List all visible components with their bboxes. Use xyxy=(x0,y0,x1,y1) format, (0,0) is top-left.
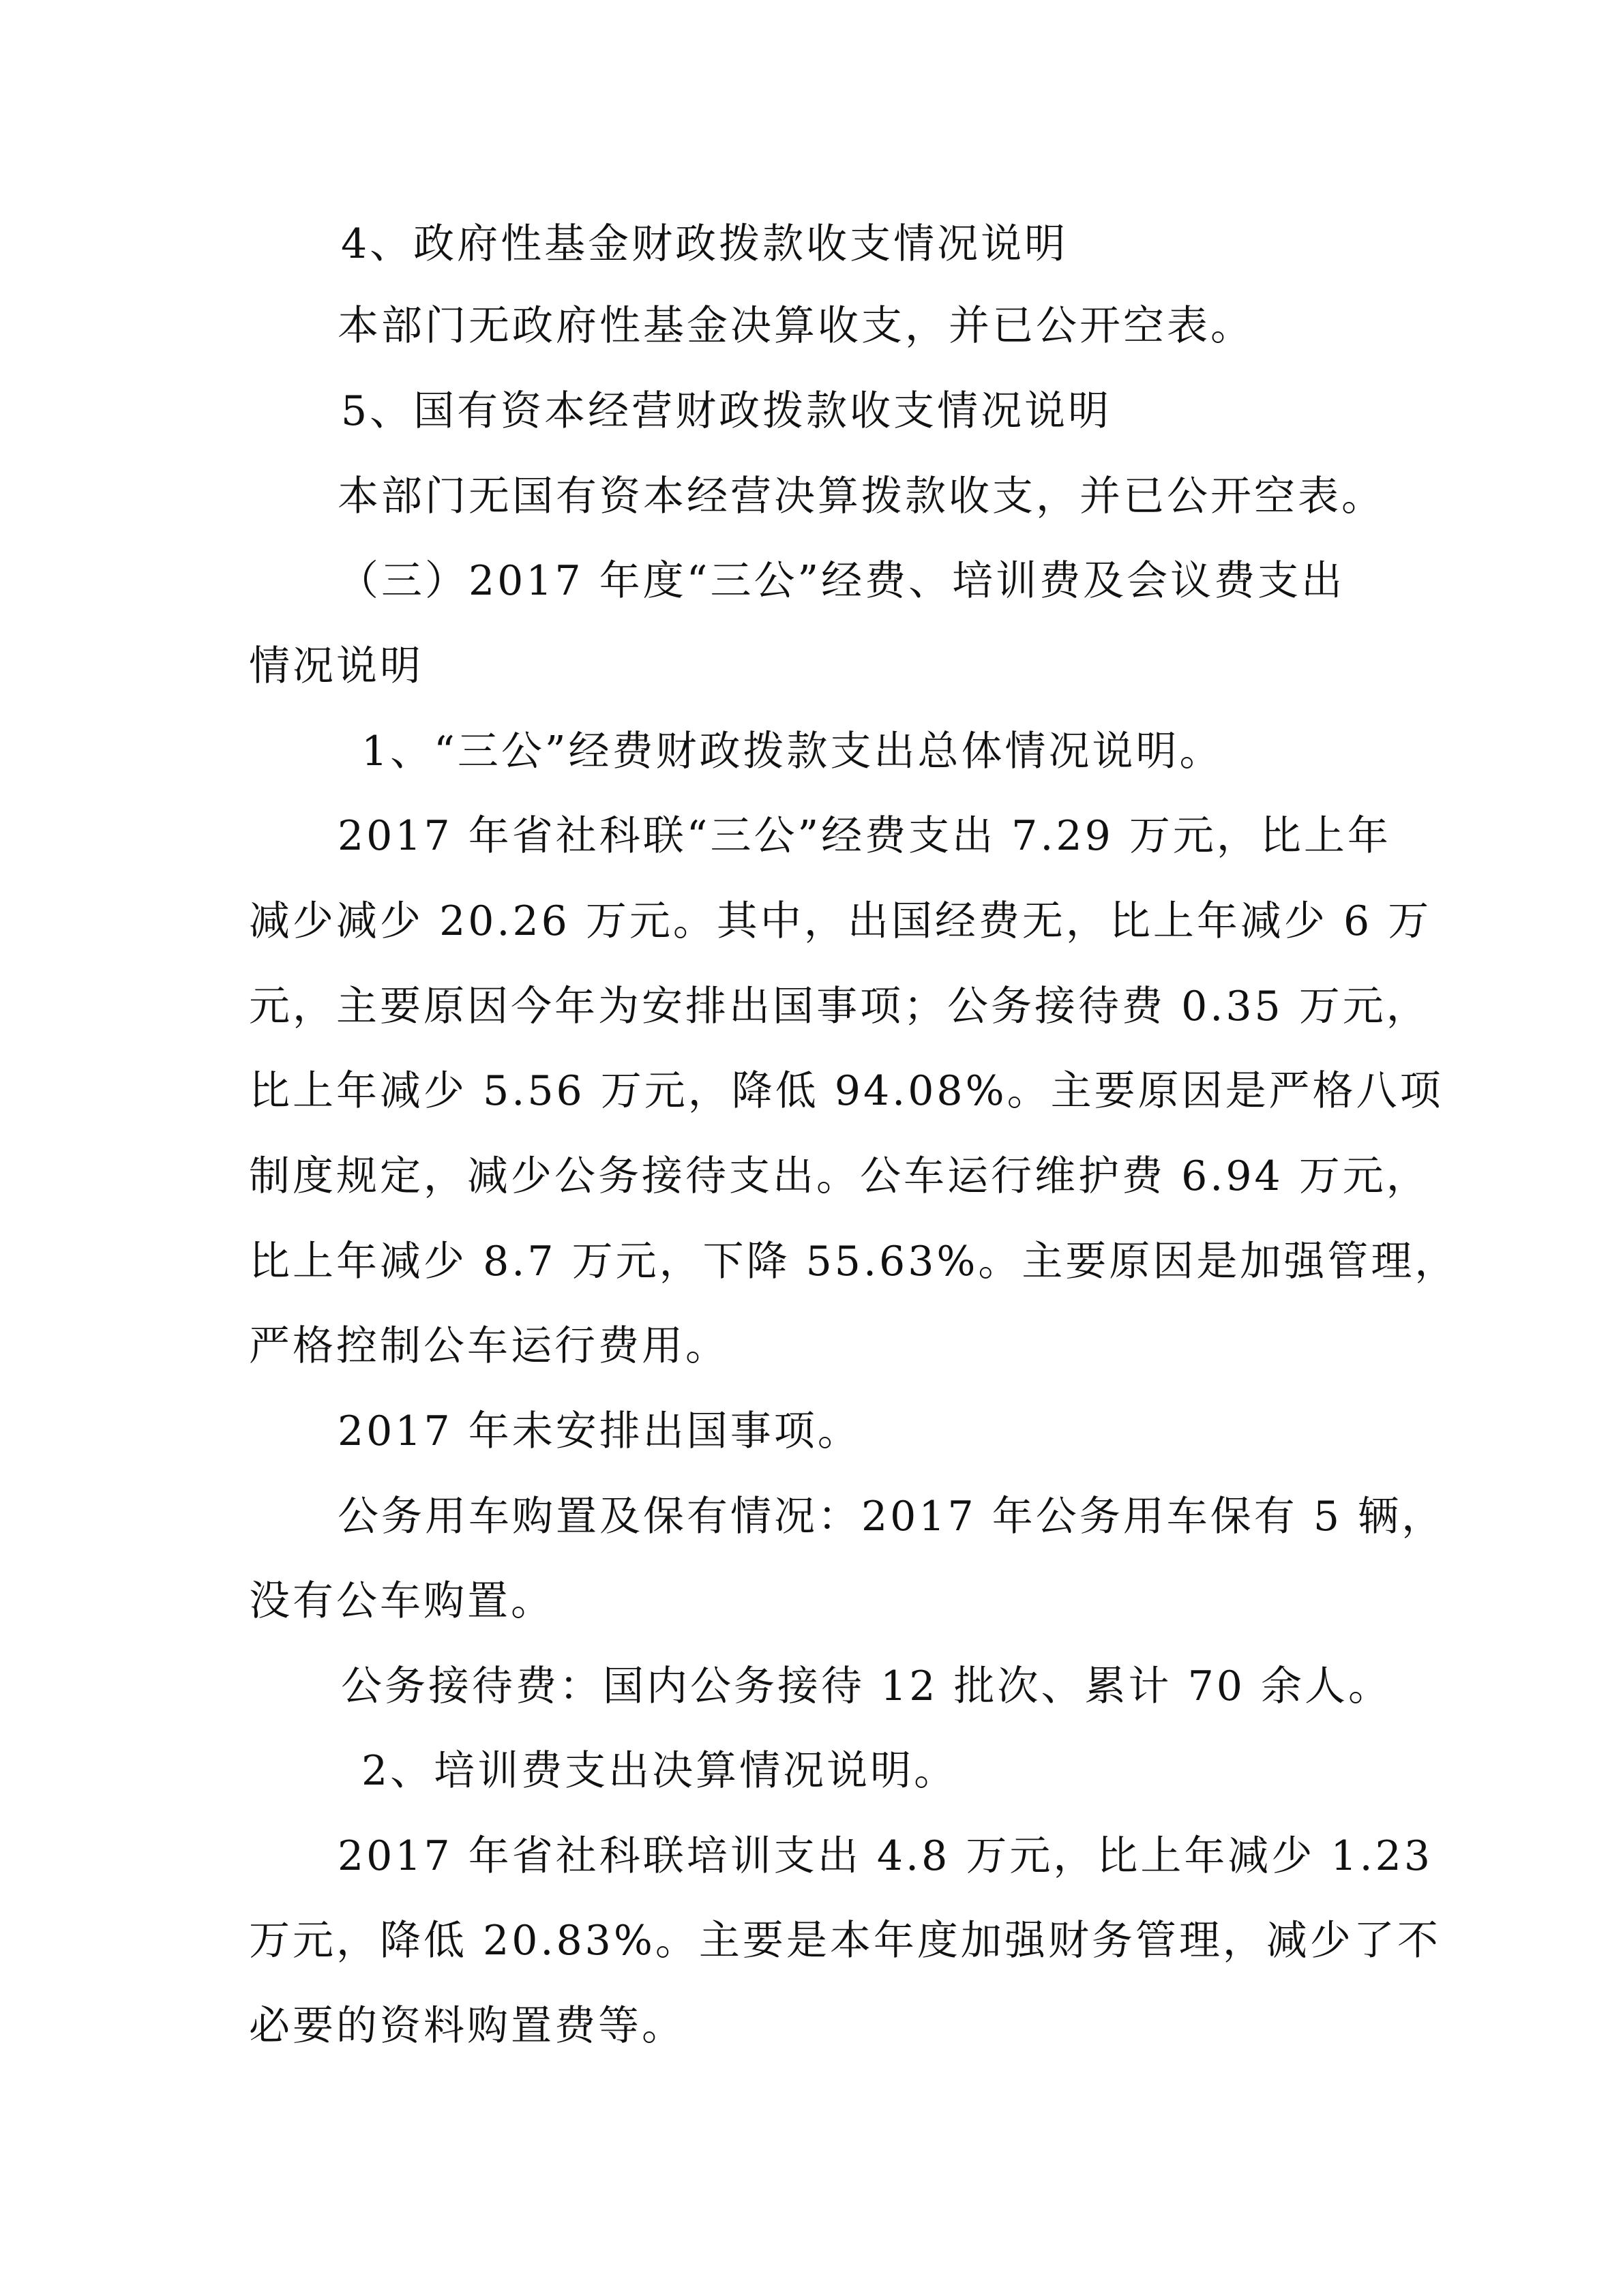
heading-state-capital: 5、国有资本经营财政拨款收支情况说明 xyxy=(341,387,1112,435)
paragraph-line: 2017 年省社科联“三公”经费支出 7.29 万元，比上年 xyxy=(338,812,1391,860)
heading-government-fund: 4、政府性基金财政拨款收支情况说明 xyxy=(341,220,1069,268)
paragraph-line: 必要的资料购置费等。 xyxy=(249,2002,685,2050)
paragraph-line: 公务接待费：国内公务接待 12 批次、累计 70 余人。 xyxy=(341,1663,1392,1710)
paragraph-line: 没有公车购置。 xyxy=(249,1577,554,1625)
paragraph-line: 比上年减少 5.56 万元，降低 94.08%。主要原因是严格八项 xyxy=(249,1067,1444,1115)
paragraph-line: 万元，降低 20.83%。主要是本年度加强财务管理，减少了不 xyxy=(249,1917,1441,1965)
section-heading-three-public: （三）2017 年度“三公”经费、培训费及会议费支出 xyxy=(338,557,1345,605)
paragraph-line: 2017 年省社科联培训支出 4.8 万元，比上年减少 1.23 xyxy=(338,1832,1433,1880)
paragraph-line: 严格控制公车运行费用。 xyxy=(249,1322,729,1370)
paragraph-line: 减少减少 20.26 万元。其中，出国经费无，比上年减少 6 万 xyxy=(249,897,1432,945)
paragraph-line: 制度规定，减少公务接待支出。公车运行维护费 6.94 万元， xyxy=(249,1152,1430,1200)
paragraph-line: 本部门无国有资本经营决算拨款收支，并已公开空表。 xyxy=(338,473,1385,520)
paragraph-line: 比上年减少 8.7 万元，下降 55.63%。主要原因是加强管理， xyxy=(249,1238,1459,1285)
paragraph-line: 2017 年未安排出国事项。 xyxy=(338,1407,861,1455)
section-heading-continuation: 情况说明 xyxy=(249,642,423,690)
paragraph-line: 公务用车购置及保有情况：2017 年公务用车保有 5 辆， xyxy=(338,1493,1446,1540)
paragraph-line: 元，主要原因今年为安排出国事项；公务接待费 0.35 万元， xyxy=(249,983,1430,1030)
subheading-training-fee: 2、培训费支出决算情况说明。 xyxy=(361,1747,958,1795)
subheading-three-public-overview: 1、“三公”经费财政拨款支出总体情况说明。 xyxy=(361,728,1223,775)
paragraph-line: 本部门无政府性基金决算收支，并已公开空表。 xyxy=(338,302,1254,350)
